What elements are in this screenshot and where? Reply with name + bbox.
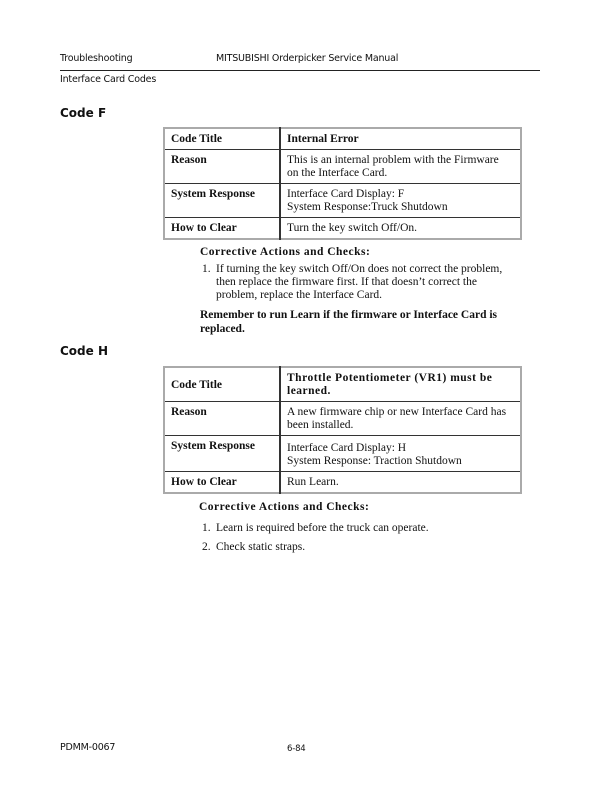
note-line: replaced. [200, 323, 245, 335]
row-key: Code Title [164, 128, 280, 150]
code-h-corrective-title: Corrective Actions and Checks: [199, 501, 370, 513]
value-line: A new firmware chip or new Interface Card has [287, 406, 507, 418]
code-f-heading: Code F [60, 106, 107, 120]
row-value: Turn the key switch Off/On. [280, 218, 521, 240]
header-subsection: Interface Card Codes [60, 74, 157, 85]
table-row [164, 150, 521, 184]
row-value [280, 150, 521, 184]
step [202, 263, 540, 302]
row-key: How to Clear [164, 472, 280, 494]
row-value [280, 402, 521, 436]
table-row [164, 128, 521, 150]
value-line: learned. [287, 385, 331, 397]
step-text: Check static straps. [216, 541, 306, 553]
table-row [164, 218, 521, 240]
table-row [164, 367, 521, 402]
row-value: Internal Error [280, 128, 521, 150]
content [60, 106, 540, 554]
row-value [280, 184, 521, 218]
row-key: System Response [164, 436, 280, 472]
step-line: If turning the key switch Off/On does not correct the problem, [216, 263, 503, 275]
value-line: System Response: Traction Shutdown [287, 455, 462, 467]
step-line: problem, replace the Interface Card. [216, 289, 383, 301]
value-line: Interface Card Display: F [287, 188, 405, 200]
table-row [164, 184, 521, 218]
value-line: been installed. [287, 419, 354, 431]
row-key: Reason [164, 402, 280, 436]
step-text [216, 263, 502, 302]
step [202, 522, 540, 535]
value-line: System Response:Truck Shutdown [287, 201, 448, 213]
row-value [280, 436, 521, 472]
code-h-heading: Code H [60, 344, 108, 358]
row-key: How to Clear [164, 218, 280, 240]
row-value [280, 367, 521, 402]
step-number: 1. [202, 263, 211, 275]
row-key: Code Title [164, 367, 280, 402]
value-line: Interface Card Display: H [287, 442, 407, 454]
step-number: 1. [202, 522, 211, 534]
step [202, 541, 540, 554]
header-section: Troubleshooting [60, 53, 133, 64]
footer-page-number: 6-84 [287, 744, 306, 754]
row-key: System Response [164, 184, 280, 218]
manual-title: MITSUBISHI Orderpicker Service Manual [216, 53, 399, 64]
table-row [164, 402, 521, 436]
learn-note [200, 308, 540, 336]
value-line: on the Interface Card. [287, 167, 388, 179]
row-value: Run Learn. [280, 472, 521, 494]
code-f-corrective-title: Corrective Actions and Checks: [200, 246, 371, 258]
footer-doc-id: PDMM-0067 [60, 742, 116, 753]
table-row [164, 436, 521, 472]
note-line: Remember to run Learn if the firmware or Interface Card is [200, 309, 498, 321]
table-row [164, 472, 521, 494]
step-text: Learn is required before the truck can operate. [216, 522, 429, 534]
step-number: 2. [202, 541, 211, 553]
code-f-table [163, 127, 522, 240]
step-line: then replace the firmware first. If that doesn’t correct the [216, 276, 477, 288]
header-rule [60, 70, 540, 71]
value-line: Throttle Potentiometer (VR1) must be [287, 372, 493, 384]
row-key: Reason [164, 150, 280, 184]
code-h-table [163, 366, 522, 494]
value-line: This is an internal problem with the Firmware [287, 154, 499, 166]
